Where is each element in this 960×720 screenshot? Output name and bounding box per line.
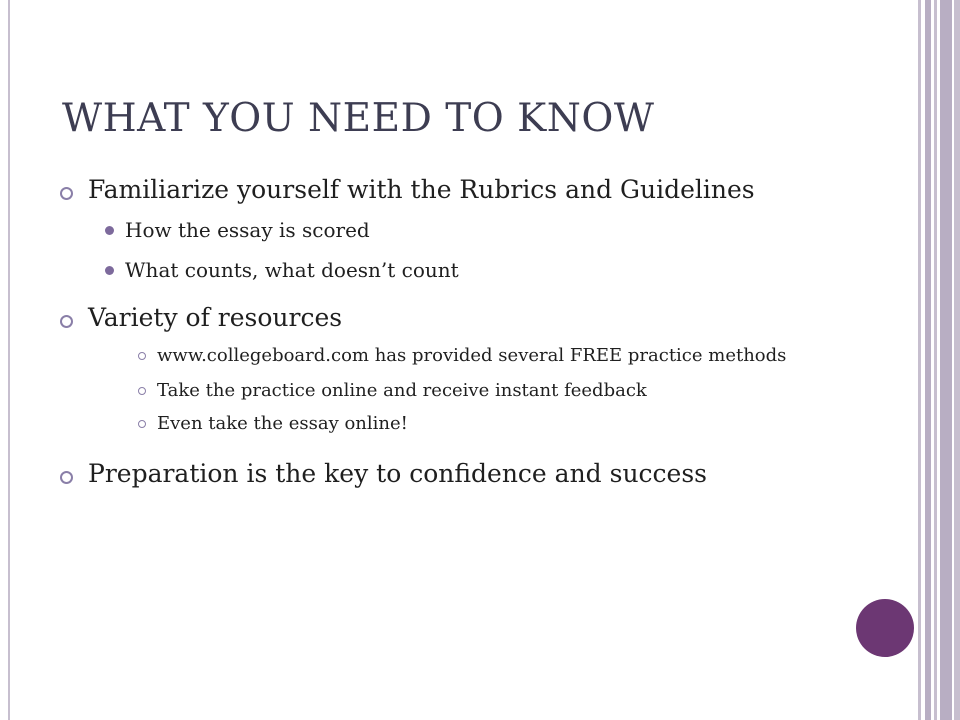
bullet-text: Take the practice online and receive instant feedback bbox=[157, 380, 647, 401]
bullet-text: Variety of resources bbox=[88, 303, 343, 332]
bullet-text: www.collegeboard.com has provided several FREE practice methods bbox=[157, 345, 787, 366]
bullet-text: Familiarize yourself with the Rubrics and Guidelines bbox=[88, 175, 755, 204]
right-stripe bbox=[925, 0, 931, 720]
bullet-item-level2 bbox=[60, 256, 860, 284]
dot-bullet-icon bbox=[105, 266, 114, 275]
bullet-text: How the essay is scored bbox=[125, 218, 370, 242]
bullet-item-level2 bbox=[60, 216, 860, 244]
bullet-item-level1 bbox=[60, 300, 860, 336]
right-stripe bbox=[934, 0, 937, 720]
right-stripe bbox=[940, 0, 952, 720]
bullet-text: Preparation is the key to confidence and success bbox=[88, 459, 708, 488]
bullet-text: Even take the essay online! bbox=[157, 413, 408, 434]
right-stripe bbox=[954, 0, 960, 720]
small-ring-bullet-icon bbox=[138, 420, 146, 428]
left-border-line bbox=[8, 0, 10, 720]
slide-title: WHAT YOU NEED TO KNOW bbox=[62, 96, 655, 141]
bullet-item-level1 bbox=[60, 172, 860, 208]
ring-bullet-icon bbox=[60, 187, 73, 200]
bullet-text: What counts, what doesn’t count bbox=[125, 258, 459, 282]
bullet-item-level3 bbox=[60, 378, 860, 403]
ring-bullet-icon bbox=[60, 315, 73, 328]
right-stripe bbox=[918, 0, 921, 720]
accent-circle bbox=[856, 599, 914, 657]
ring-bullet-icon bbox=[60, 471, 73, 484]
bullet-item-level3 bbox=[60, 411, 860, 436]
dot-bullet-icon bbox=[105, 226, 114, 235]
bullet-list bbox=[60, 172, 860, 492]
small-ring-bullet-icon bbox=[138, 387, 146, 395]
small-ring-bullet-icon bbox=[138, 352, 146, 360]
bullet-item-level3 bbox=[60, 343, 860, 368]
bullet-item-level1 bbox=[60, 456, 860, 492]
